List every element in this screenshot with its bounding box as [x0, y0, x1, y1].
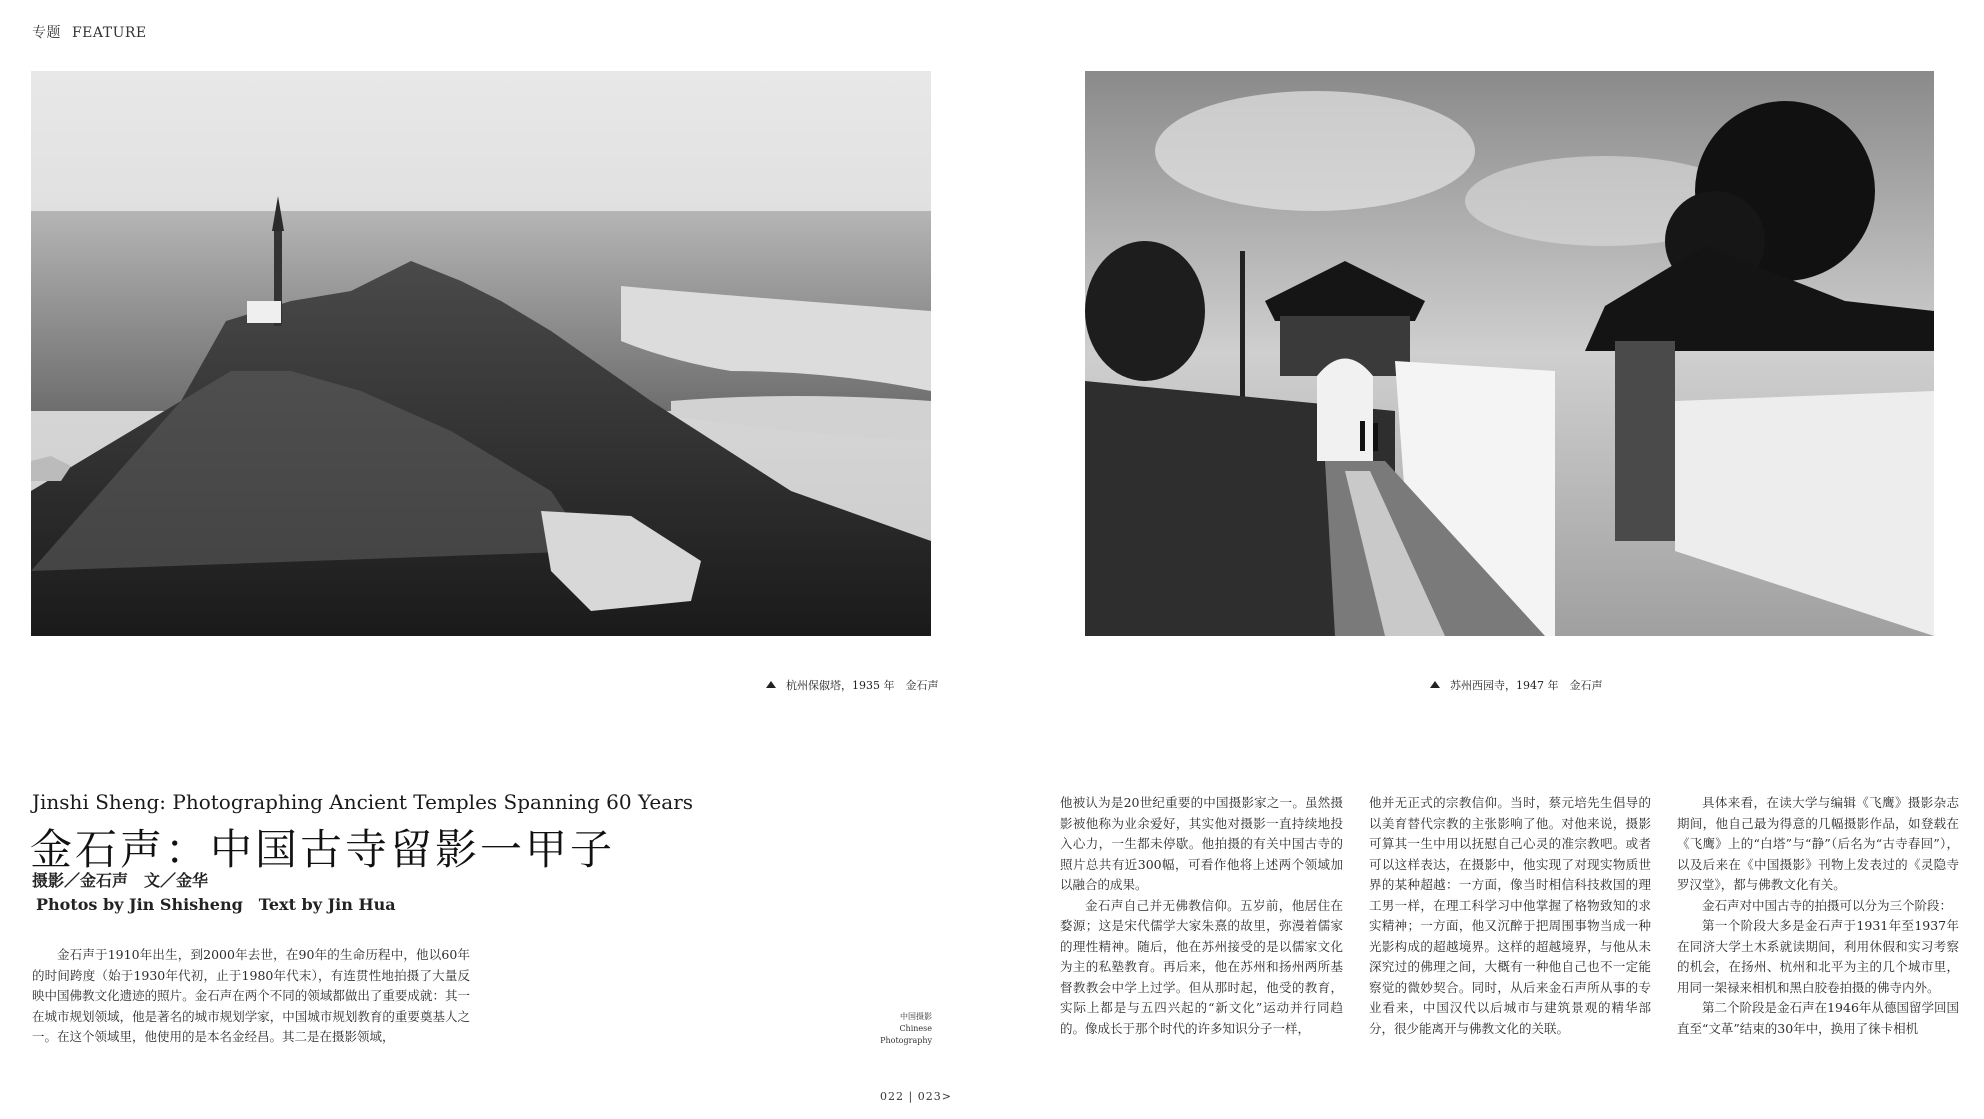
photo-suzhou-temple-image	[1085, 71, 1934, 636]
magazine-name-zh: 中国摄影	[900, 1012, 932, 1021]
article-paragraph: 第二个阶段是金石声在1946年从德国留学回国直至“文革”结束的30年中，换用了徕卡相机	[1677, 1000, 1959, 1036]
article-title-zh: 金石声：中国古寺留影一甲子	[30, 825, 616, 874]
byline-zh: 摄影／金石声 文／金华	[32, 871, 209, 890]
article-paragraph: 第一个阶段大多是金石声于1931年至1937年在同济大学土木系就读期间，利用休假和实习考察的机会，在扬州、杭州和北平为主的几个城市里，用同一架禄来相机和黑白胶卷拍摄的佛寺内外。	[1677, 918, 1959, 995]
caption-arrow-icon	[1430, 681, 1440, 688]
magazine-mark	[870, 1011, 932, 1047]
magazine-name-en-2: Photography	[880, 1036, 932, 1045]
photo-hangzhou-pagoda-image	[31, 71, 931, 636]
article-paragraph: 金石声于1910年出生，到2000年去世，在90年的生命历程中，他以60年的时间跨度（始于1930年代初，止于1980年代末），有连贯性地拍摄了大量反映中国佛教文化遗迹的照片。金石声在两个不同的领域都做出了重要成就：其一在城市规划领域，他是著名的城市规划学家，中国城市规划教育的重要奠基人之一。在这个领域里，他使用的是本名金经昌。其二是在摄影领域，	[32, 947, 470, 1044]
article-column-3	[1369, 793, 1651, 1039]
article-column-4	[1677, 793, 1959, 1039]
article-paragraph: 金石声对中国古寺的拍摄可以分为三个阶段：	[1702, 897, 1953, 913]
magazine-name-en-1: Chinese	[899, 1024, 932, 1033]
article-column-2	[1060, 793, 1343, 1039]
photo-suzhou-temple-caption: 苏州西园寺，1947 年 金石声	[1430, 677, 1603, 693]
byline-en: Photos by Jin Shisheng Text by Jin Hua	[36, 895, 396, 914]
page-numbers: 022 | 023>	[880, 1090, 952, 1103]
article-title-en: Jinshi Sheng: Photographing Ancient Temples Spanning 60 Years	[32, 790, 694, 814]
article-paragraph: 金石声自己并无佛教信仰。五岁前，他居住在婺源；这是宋代儒学大家朱熹的故里，弥漫着儒家的理性精神。随后，他在苏州接受的是以儒家文化为主的私塾教育。再后来，他在苏州和扬州两所基督教教会中学上过学。但从那时起，他受的教育，实际上都是与五四兴起的“新文化”运动并行同趋的。像成长于那个时代的许多知识分子一样，	[1060, 897, 1343, 1036]
photo-hangzhou-pagoda	[31, 71, 931, 636]
section-label-en: FEATURE	[71, 25, 147, 41]
article-paragraph: 具体来看，在读大学与编辑《飞鹰》摄影杂志期间，他自己最为得意的几幅摄影作品，如登载在《飞鹰》上的“白塔”与“静”（后名为“古寺春回”），以及后来在《中国摄影》刊物上发表过的《灵隐寺罗汉堂》，都与佛教文化有关。	[1677, 795, 1959, 892]
section-label	[32, 22, 153, 42]
photo-hangzhou-pagoda-caption: 杭州保俶塔，1935 年 金石声	[766, 677, 939, 693]
photo-suzhou-temple	[1085, 71, 1934, 636]
article-column-1	[32, 945, 470, 1048]
caption-arrow-icon	[766, 681, 776, 688]
article-paragraph: 他被认为是20世纪重要的中国摄影家之一。虽然摄影被他称为业余爱好，其实他对摄影一直持续地投入心力，一生都未停歇。他拍摄的有关中国古寺的照片总共有近300幅，可看作他将上述两个领域加以融合的成果。	[1060, 795, 1343, 892]
article-paragraph: 他并无正式的宗教信仰。当时，蔡元培先生倡导的以美育替代宗教的主张影响了他。对他来说，摄影可算其一生中用以抚慰自己心灵的准宗教吧。或者可以这样表达，在摄影中，他实现了对现实物质世界的某种超越：一方面，像当时相信科技救国的理工男一样，在理工科学习中他掌握了格物致知的求实精神；一方面，他又沉醉于把周围事物当成一种光影构成的超越境界。这样的超越境界，与他从未深究过的佛理之间，大概有一种他自己也不一定能察觉的微妙契合。同时，从后来金石声所从事的专业看来，中国汉代以后城市与建筑景观的精华部分，很少能离开与佛教文化的关联。	[1369, 795, 1651, 1036]
section-label-zh: 专题	[32, 25, 61, 41]
